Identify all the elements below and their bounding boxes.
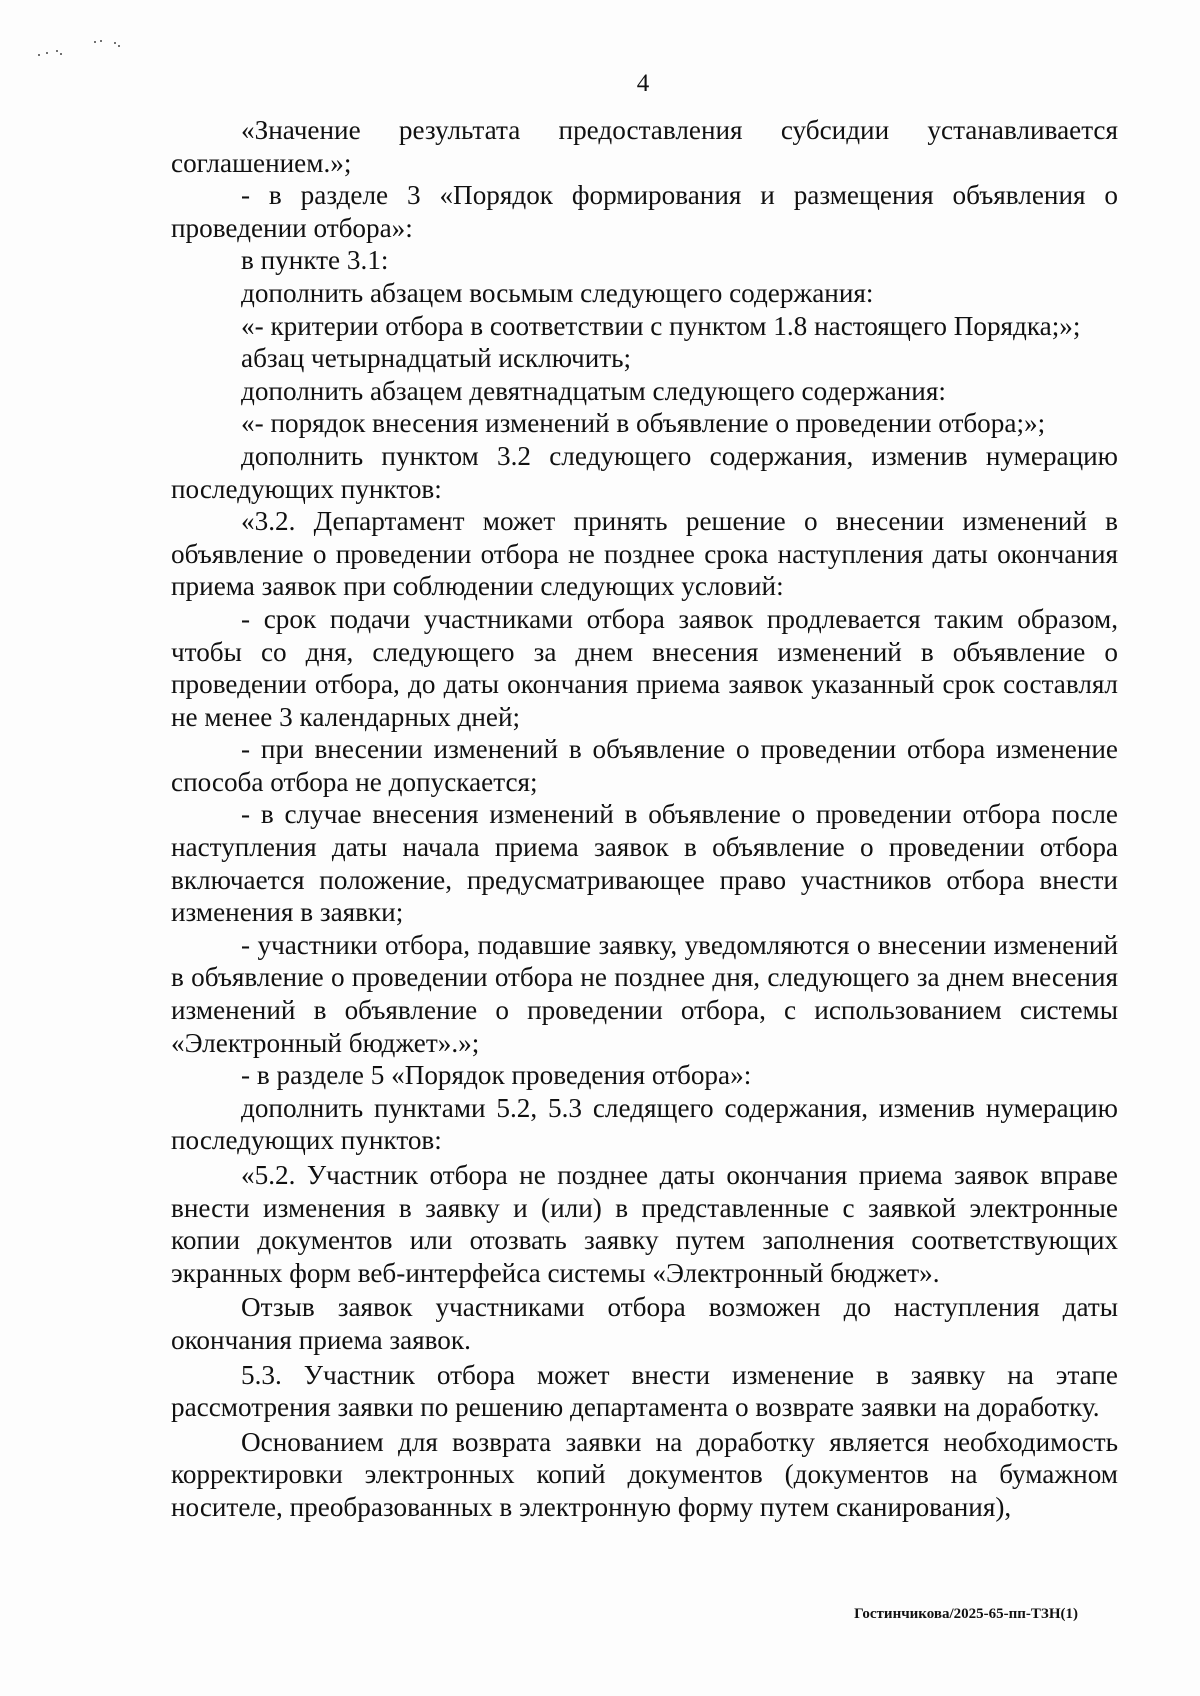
paragraph: Отзыв заявок участниками отбора возможен до наступления даты окончания приема заявок. [171,1292,1118,1355]
paragraph: «3.2. Департамент может принять решение о внесении изменений в объявление о проведении отбора не позднее срока наступления даты окончания приема заявок при соблюдении следующих условий: [171,506,1118,602]
paragraph: 5.3. Участник отбора может внести изменение в заявку на этапе рассмотрения заявки по решению департамента о возврате заявки на доработку. [171,1359,1118,1423]
paragraph: «- порядок внесения изменений в объявление о проведении отбора;»; [241,408,1046,439]
paragraph: дополнить абзацем восьмым следующего содержания: [241,277,874,308]
paragraph: «Значение результата предоставления субсидии устанавливается соглашением.»; [171,115,1118,178]
document-registration-code: Гостинчикова/2025-65-пп-ТЗН(1) [854,1606,1078,1622]
paragraph: - при внесении изменений в объявление о проведении отбора изменение способа отбора не допускается; [171,734,1118,797]
paragraph: - в разделе 3 «Порядок формирования и размещения объявления о проведении отбора»: [171,180,1118,243]
paragraph: «5.2. Участник отбора не позднее даты окончания приема заявок вправе внести изменения в заявку и (или) в представленные с заявкой электронные копии документов или отозвать заявку путем заполнения соответствующих экранных форм веб-интерфейса системы «Электронный бюджет». [171,1160,1118,1288]
paragraph: Основанием для возврата заявки на доработку является необходимость корректировки электронных копий документов (документов на бумажном носителе, преобразованных в электронную форму путем сканирования), [171,1426,1118,1522]
paragraph: - в разделе 5 «Порядок проведения отбора»: [241,1060,752,1091]
paragraph: абзац четырнадцатый исключить; [241,343,632,374]
paragraph: дополнить абзацем девятнадцатым следующего содержания: [241,375,946,406]
paragraph: дополнить пунктом 3.2 следующего содержания, изменив нумерацию последующих пунктов: [171,440,1118,504]
page-number: 4 [636,70,650,97]
paragraph: - в случае внесения изменений в объявление о проведении отбора после наступления даты начала приема заявок в объявление о проведении отбора включается положение, предусматривающее право участников отбора внести изменения в заявки; [171,799,1118,928]
paragraph: «- критерии отбора в соответствии с пунктом 1.8 настоящего Порядка;»; [241,310,1081,341]
paragraph: - срок подачи участниками отбора заявок продлевается таким образом, чтобы со дня, следующего за днем внесения изменений в объявление о проведении отбора, до даты окончания приема заявок указанный срок составлял не менее 3 календарных дней; [171,603,1118,732]
document-body [171,114,1118,1524]
paragraph: - участники отбора, подавшие заявку, уведомляются о внесении изменений в объявление о проведении отбора не позднее дня, следующего за днем внесения изменений в объявление о проведении отбора, с использованием системы «Электронный бюджет».»; [171,929,1118,1058]
paragraph: в пункте 3.1: [241,245,389,276]
paragraph: дополнить пунктами 5.2, 5.3 следящего содержания, изменив нумерацию последующих пунктов: [171,1092,1118,1156]
